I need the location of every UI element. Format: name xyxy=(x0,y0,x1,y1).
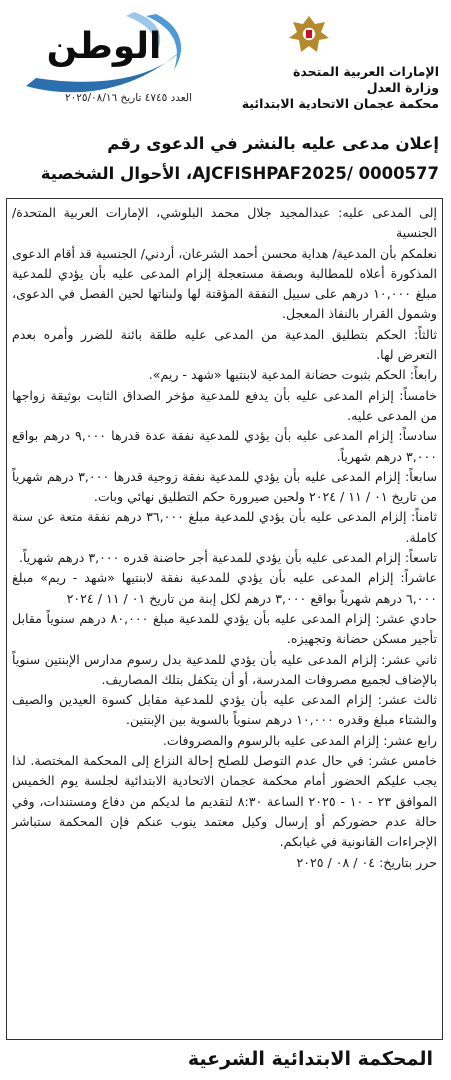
gov-line-court: محكمة عجمان الاتحادية الابتدائية xyxy=(241,96,439,111)
paragraph-8: ثامناً: إلزام المدعى عليه بأن يؤدي للمدعية مبلغ ٣٦,٠٠٠ درهم نفقة متعة عن سنة كاملة. xyxy=(12,509,437,545)
announcement-title xyxy=(11,132,439,186)
paragraph-11: حادي عشر: إلزام المدعى عليه بأن يؤدي للمدعية مبلغ ٨٠,٠٠٠ درهم سنوياً مقابل تأجير مسكن حضانة وتجهيزه. xyxy=(12,610,437,647)
newspaper-logo-text: الوطن xyxy=(46,26,162,67)
paragraph-defendant: إلى المدعى عليه: عبدالمجيد جلال محمد البلوشي، الإمارات العربية المتحدة/ الجنسية xyxy=(12,205,437,241)
paragraph-14: رابع عشر: إلزام المدعى عليه بالرسوم والمصروفات. xyxy=(162,732,437,748)
paragraph-claim: نعلمكم بأن المدعية/ هداية محسن أحمد الشرعان، أردني/ الجنسية قد أقام الدعوى المذكورة أعلاه للمطالبة وبصفة مستعجلة إلزام المدعى عليه بأن يؤدي للمدعية مبلغ ١٠,٠٠٠ درهم على سبيل النفقة المؤقتة لها ولبناتها لحين الفصل في الدعوى، وشمول القرار بالنفاذ المعجل. xyxy=(12,245,437,322)
title-line-1: إعلان مدعى عليه بالنشر في الدعوى رقم xyxy=(107,134,439,153)
paragraph-5: خامساً: إلزام المدعى عليه بأن يدفع للمدعية مؤخر الصداق الثابت بوثيقة زواجها من المدعى عليه. xyxy=(12,387,437,423)
issue-number-date: العدد ٤٧٤٥ تاريخ ٢٠٢٥/٠٨/١٦ xyxy=(64,92,192,104)
issued-date: حرر بتاريخ: ٠٤ / ٠٨ / ٢٠٢٥ xyxy=(296,854,437,870)
uae-emblem-icon xyxy=(285,12,333,60)
gov-line-ministry: وزارة العدل xyxy=(366,80,439,95)
paragraph-3: ثالثاً: الحكم بتطليق المدعية من المدعى عليه طلقة بائنة للضرر وأمره بعدم التعرض لها. xyxy=(12,326,437,363)
title-line-2: AJCFISHPAF2025/ 0000577، الأحوال الشخصية xyxy=(40,164,439,183)
notice-body xyxy=(12,203,437,873)
paragraph-9: تاسعاً: إلزام المدعى عليه بأن يؤدي للمدعية أجر حاضنة قدره ٣,٠٠٠ درهم شهرياً. xyxy=(18,550,437,566)
paragraph-7: سابعاً: إلزام المدعى عليه بأن يؤدي للمدعية نفقة زوجية قدرها ٣,٠٠٠ درهم شهرياً من تاريخ ٠١ / ١١ / ٢٠٢٤ ولحين صيرورة حكم التطليق نهائي وبات. xyxy=(12,468,437,505)
gov-line-country: الإمارات العربية المتحدة xyxy=(292,64,439,79)
government-block xyxy=(229,64,439,112)
paragraph-6: سادساً: إلزام المدعى عليه بأن يؤدي للمدعية نفقة عدة قدرها ٩,٠٠٠ درهم بواقع ٣,٠٠٠ درهم شهرياً. xyxy=(12,428,437,464)
paragraph-10: عاشراً: إلزام المدعى عليه بأن يؤدي للمدعية نفقة لابنتيها «شهد - ريم» مبلغ ٦,٠٠٠ درهم شهرياً بواقع ٣,٠٠٠ درهم لكل إبنة من تاريخ ٠١ / ١١ / ٢٠٢٤ xyxy=(12,570,437,606)
paragraph-15: خامس عشر: في حال عدم التوصل للصلح إحالة النزاع إلى المحكمة المختصة. لذا يجب عليكم الحضور أمام محكمة عجمان الاتحادية الابتدائية لجلسة يوم الخميس الموافق ٢٣ - ١٠ - ٢٠٢٥ الساعة ٨:٣٠ لتقديم ما لديكم من دفاع ومستندات، وفي حالة عدم حضوركم أو إرسال وكيل معتمد ينوب عنكم فإن المحكمة ستباشر الإجراءات القانونية في غيابكم. xyxy=(12,753,437,850)
paragraph-13: ثالث عشر: إلزام المدعى عليه بأن يؤدي للمدعية مقابل كسوة العيدين والصيف والشتاء مبلغ وقدره ١٠,٠٠٠ درهم سنوياً بالسوية بين الإبنتين. xyxy=(12,692,437,728)
newspaper-logo xyxy=(6,8,196,100)
court-signature: المحكمة الابتدائية الشرعية xyxy=(187,1048,433,1070)
paragraph-4: رابعاً: الحكم بثبوت حضانة المدعية لابنتيها «شهد - ريم». xyxy=(148,367,437,383)
paragraph-12: ثاني عشر: إلزام المدعى عليه بأن يؤدي للمدعية بدل رسوم مدارس الإبنتين سنوياً بالإضاف لجميع مصروفات المدرسة، أو أن يتكفل بتلك المصاريف. xyxy=(12,651,437,687)
notice-header xyxy=(0,0,451,130)
